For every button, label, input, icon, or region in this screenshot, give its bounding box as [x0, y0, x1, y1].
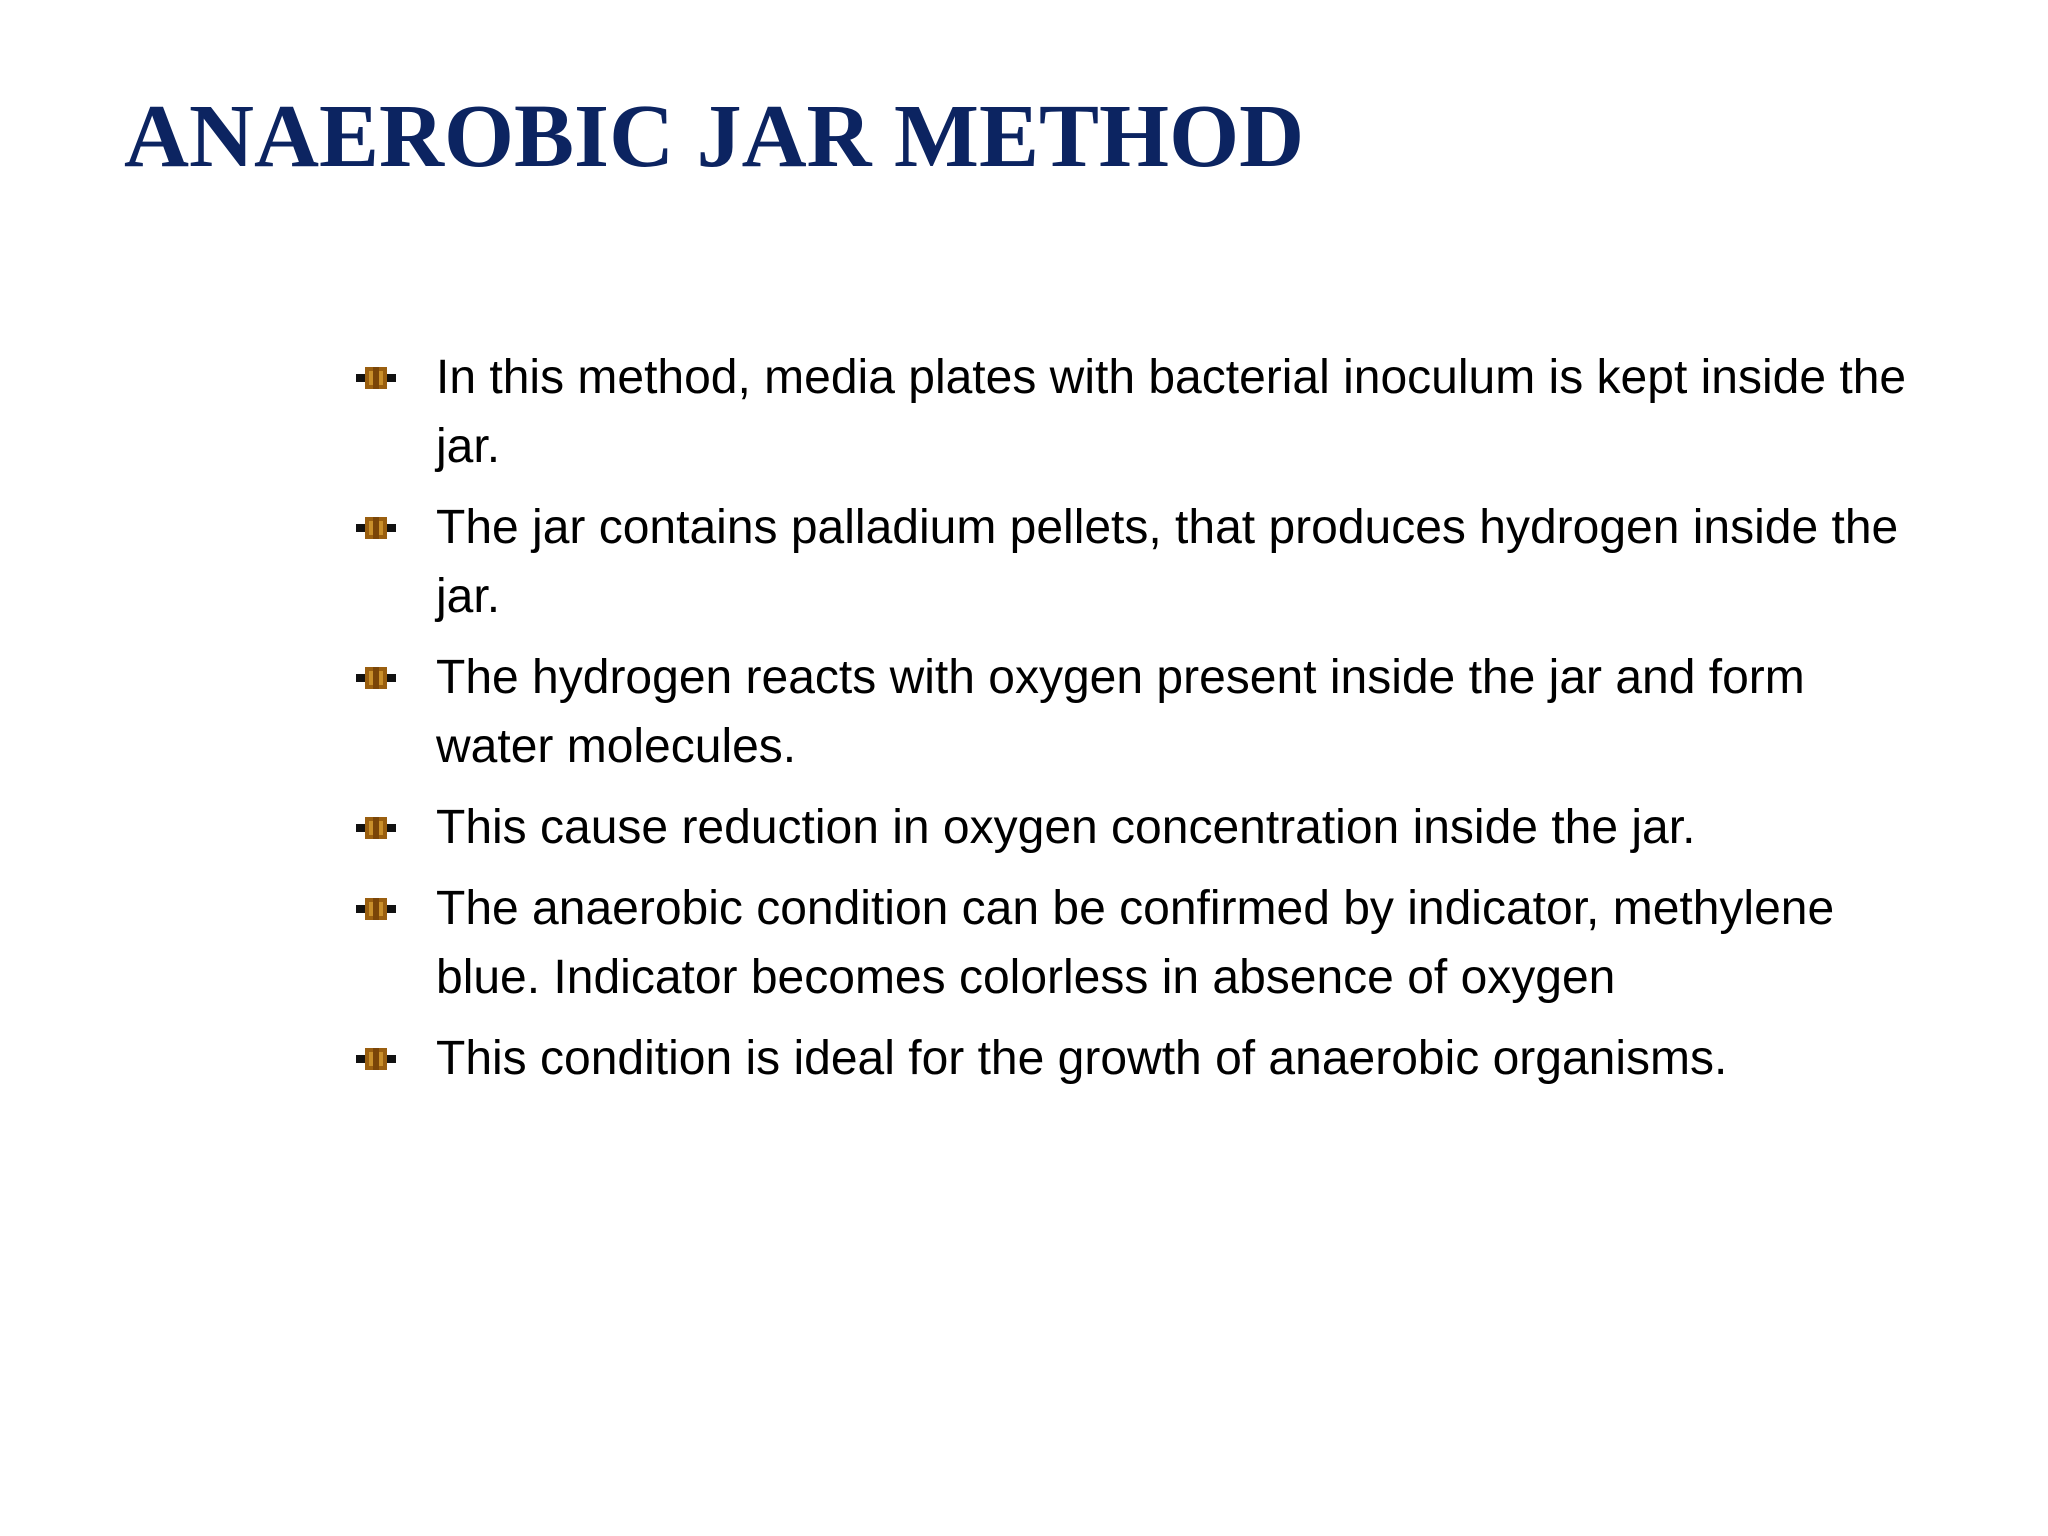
bullet-list	[356, 343, 1916, 1105]
square-bullet-icon	[356, 515, 396, 541]
square-bullet-icon	[356, 896, 396, 922]
bullet-text: The hydrogen reacts with oxygen present inside the jar and form water molecules.	[436, 651, 1805, 773]
bullet-text: In this method, media plates with bacterial inoculum is kept inside the jar.	[436, 351, 1907, 473]
square-bullet-icon	[356, 365, 396, 391]
bullet-text: The jar contains palladium pellets, that produces hydrogen inside the jar.	[436, 501, 1899, 623]
square-bullet-icon	[356, 815, 396, 841]
bullet-text: This cause reduction in oxygen concentration inside the jar.	[436, 801, 1696, 854]
bullet-text: This condition is ideal for the growth of anaerobic organisms.	[436, 1032, 1728, 1085]
bullet-item	[356, 1024, 1916, 1093]
bullet-item	[356, 793, 1916, 862]
bullet-item	[356, 493, 1916, 631]
square-bullet-icon	[356, 1046, 396, 1072]
square-bullet-icon	[356, 665, 396, 691]
bullet-text: The anaerobic condition can be confirmed by indicator, methylene blue. Indicator becomes colorless in absence of oxygen	[436, 882, 1835, 1004]
bullet-item	[356, 643, 1916, 781]
slide-title: ANAEROBIC JAR METHOD	[124, 87, 1305, 186]
bullet-item	[356, 874, 1916, 1012]
bullet-item	[356, 343, 1916, 481]
